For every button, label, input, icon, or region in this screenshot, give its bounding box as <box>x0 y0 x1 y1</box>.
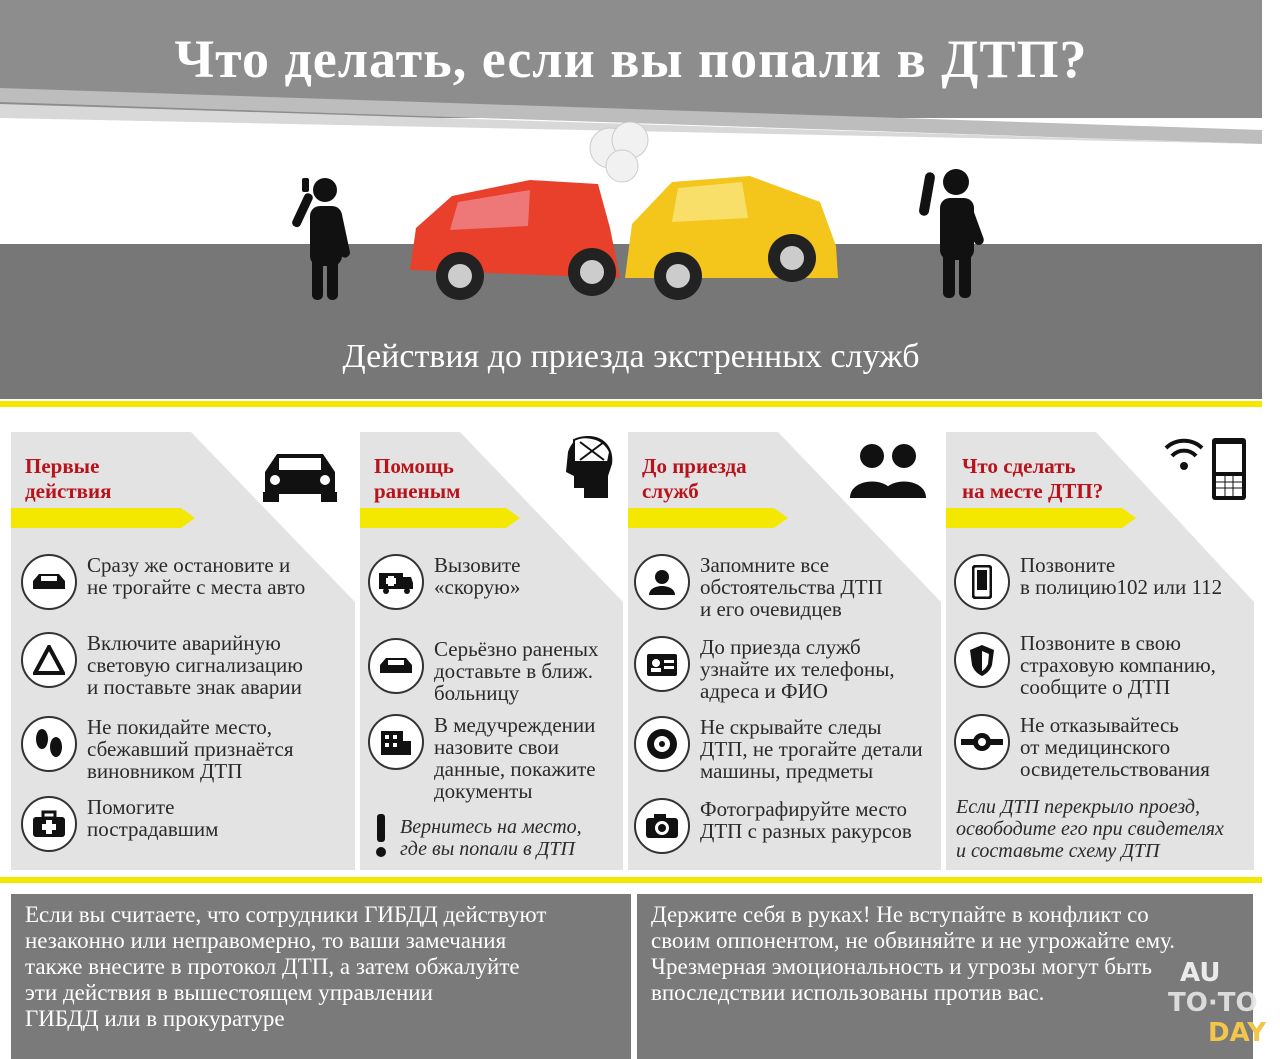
column-heading: Первые действия <box>25 454 112 503</box>
mobile-phone-icon <box>954 554 1010 610</box>
medical-exam-icon <box>954 714 1010 770</box>
list-item: Не скрывайте следы ДТП, не трогайте детали машины, предметы <box>634 716 923 782</box>
people-icon <box>846 438 930 500</box>
camera-icon <box>634 798 690 854</box>
list-item: Позвоните в полицию102 или 112 <box>954 554 1222 610</box>
car-icon <box>368 638 424 694</box>
note-text: Если ДТП перекрыло проезд, освободите его при свидетелях и составьте схему ДТП <box>956 796 1224 862</box>
bottom-panel-left: Если вы считаете, что сотрудники ГИБДД действуют незаконно или неправомерно, то ваши замечания также внесите в протокол ДТП, а затем обжалуйте эти действия в вышестоящем управлении ГИБДД или в прокуратуре <box>11 894 631 1059</box>
page-title: Что делать, если вы попали в ДТП? <box>174 29 1088 89</box>
ambulance-icon <box>368 554 424 610</box>
person-phone-icon <box>291 178 351 300</box>
column-heading: Что сделать на месте ДТП? <box>962 454 1104 503</box>
note-text: Вернитесь на место, где вы попали в ДТП <box>400 816 582 860</box>
column-at-accident-scene <box>946 432 1254 870</box>
red-car-icon <box>410 180 620 300</box>
column-help-injured <box>360 432 623 870</box>
yellow-arrow <box>628 508 788 528</box>
wheel-icon <box>634 716 690 772</box>
list-item: Позвоните в свою страховую компанию, сообщите о ДТП <box>954 632 1216 698</box>
watermark-logo: AU TO·TO DAY <box>1168 958 1267 1048</box>
shield-icon <box>954 632 1010 688</box>
list-item: Сразу же остановите и не трогайте с места авто <box>21 554 305 610</box>
hero-illustration <box>280 118 1000 308</box>
yellow-car-icon <box>625 176 838 300</box>
list-item: Вызовите «скорую» <box>368 554 520 610</box>
column-heading: Помощь раненым <box>374 454 461 503</box>
column-before-services <box>628 432 941 870</box>
warning-triangle-icon <box>21 632 77 688</box>
hospital-icon <box>368 714 424 770</box>
column-first-actions <box>11 432 355 870</box>
footprints-icon <box>21 716 77 772</box>
list-item: Помогите пострадавшим <box>21 796 218 852</box>
person-waving-icon <box>918 169 985 298</box>
yellow-arrow <box>11 508 195 528</box>
list-item: Включите аварийную световую сигнализацию и поставьте знак аварии <box>21 632 303 698</box>
divider-line <box>0 401 1262 407</box>
bandaged-head-icon <box>560 432 616 502</box>
yellow-arrow <box>360 508 520 528</box>
list-item: Не покидайте место, сбежавший признаётся виновником ДТП <box>21 716 294 782</box>
smoke-cloud-icon <box>590 122 648 182</box>
divider-line <box>0 877 1262 883</box>
column-heading: До приезда служб <box>642 454 747 503</box>
exclamation-icon <box>374 814 388 858</box>
list-item: Не отказывайтесь от медицинского освидетельствования <box>954 714 1210 780</box>
list-item: В медучреждении назовите свои данные, покажите документы <box>368 714 596 802</box>
yellow-arrow <box>946 508 1136 528</box>
first-aid-kit-icon <box>21 796 77 852</box>
person-icon <box>634 554 690 610</box>
hero-subtitle: Действия до приезда экстренных служб <box>342 338 920 375</box>
car-icon <box>21 554 77 610</box>
list-item: До приезда служб узнайте их телефоны, адреса и ФИО <box>634 636 895 702</box>
id-card-icon <box>634 636 690 692</box>
car-front-icon <box>255 442 345 504</box>
bottom-panel-right: Держите себя в руках! Не вступайте в конфликт со своим оппонентом, не обвиняйте и не угрожайте ему. Чрезмерная эмоциональность и угрозы могут быть впоследствии использованы против вас. <box>637 894 1253 1059</box>
list-item: Фотографируйте место ДТП с разных ракурсов <box>634 798 912 854</box>
list-item: Серьёзно раненых доставьте в ближ. больницу <box>368 638 599 704</box>
phone-signal-icon <box>1162 436 1248 502</box>
list-item: Запомните все обстоятельства ДТП и его очевидцев <box>634 554 883 620</box>
